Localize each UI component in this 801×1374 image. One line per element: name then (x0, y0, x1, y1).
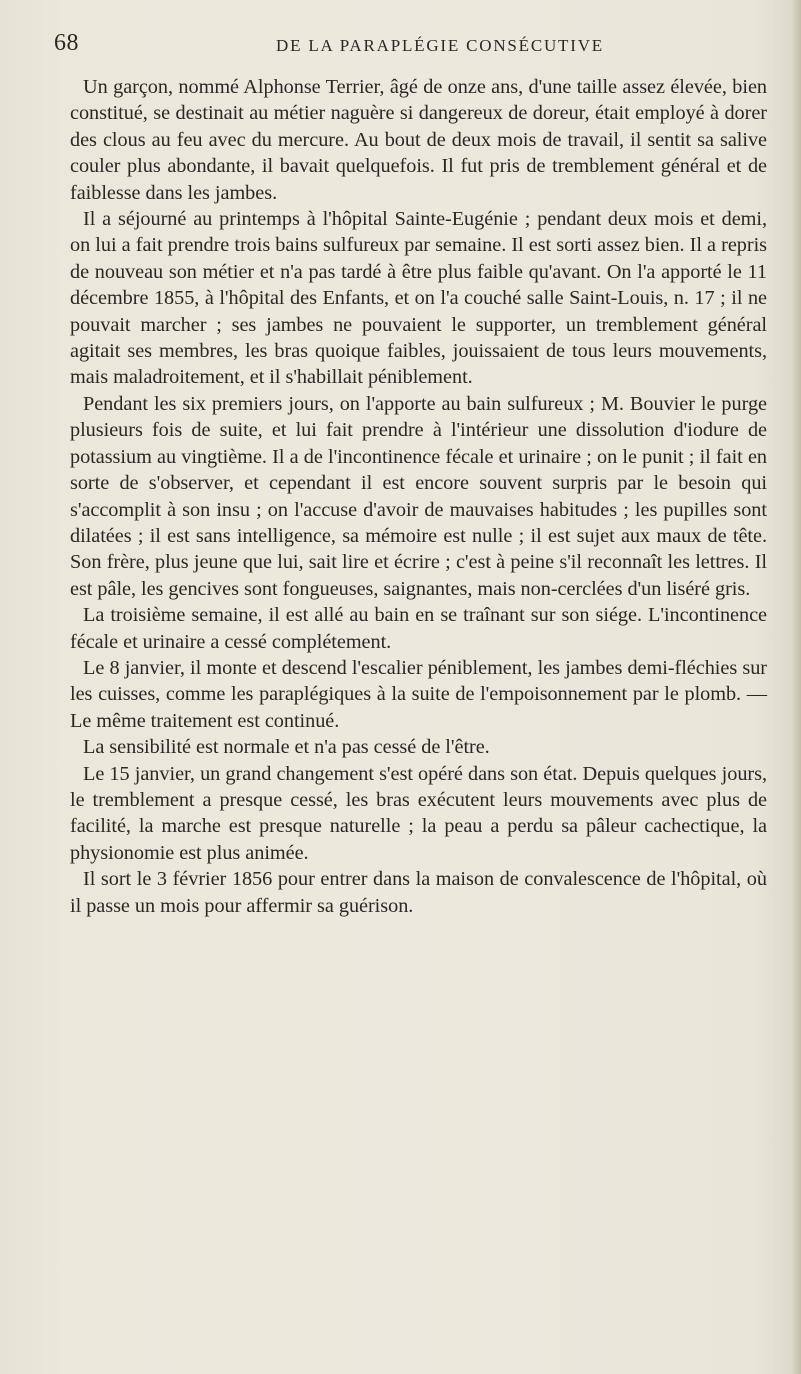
paragraph-third-week: La troisième semaine, il est allé au bain en se traînant sur son siége. L'incontinence fécale et urinaire a cessé complétement. (70, 604, 767, 653)
paragraph-sensibility: La sensibilité est normale et n'a pas cessé de l'être. (83, 736, 490, 759)
paragraph-discharge: Il sort le 3 février 1856 pour entrer dans la maison de convalescence de l'hôpital, où il passe un mois pour affermir sa guérison. (70, 868, 767, 917)
page-header (54, 28, 766, 68)
paragraph-january-15: Le 15 janvier, un grand changement s'est opéré dans son état. Depuis quelques jours, le tremblement a presque cessé, les bras exécutent leurs mouvements avec plus de facilité, la marche est presque naturelle ; la peau a perdu sa pâleur cachectique, la physionomie est plus animée. (70, 762, 767, 864)
page-number: 68 (54, 30, 79, 56)
paragraph-treatment: Pendant les six premiers jours, on l'apporte au bain sulfureux ; M. Bouvier le purge plusieurs fois de suite, et lui fait prendre à l'intérieur une dissolution d'iodure de potassium au vingtième. Il a de l'incontinence fécale et urinaire ; on le punit ; il fait en sorte de s'observer, et cependant il est encore souvent surpris par le besoin qui s'accomplit à son insu ; on l'accuse d'avoir de mauvaises habitudes ; les pupilles sont dilatées ; il est sans intelligence, sa mémoire est nulle ; il est sujet aux maux de tête. Son frère, plus jeune que lui, sait lire et écrire ; c'est à peine s'il reconnaît les lettres. Il est pâle, les gencives sont fongueuses, saignantes, mais non-cerclées d'un liséré gris. (70, 392, 767, 600)
paragraph-intro: Un garçon, nommé Alphonse Terrier, âgé de onze ans, d'une taille assez élevée, bien constitué, se destinait au métier naguère si dangereux de doreur, était employé à dorer des clous au feu avec du mercure. Au bout de deux mois de travail, il sentit sa salive couler plus abondante, il bavait quelquefois. Il fut pris de tremblement général et de faiblesse dans les jambes. (70, 76, 767, 204)
paragraph-january-8: Le 8 janvier, il monte et descend l'escalier péniblement, les jambes demi-fléchies sur les cuisses, comme les paraplégiques à la suite de l'empoisonnement par le plomb. — Le même traitement est continué. (70, 656, 767, 732)
paragraph-hospital-stay: Il a séjourné au printemps à l'hôpital Sainte-Eugénie ; pendant deux mois et demi, on lui a fait prendre trois bains sulfureux par semaine. Il est sorti assez bien. Il a repris de nouveau son métier et n'a pas tardé à être plus faible qu'avant. On l'a apporté le 11 décembre 1855, à l'hôpital des Enfants, et on l'a couché salle Saint-Louis, n. 17 ; il ne pouvait marcher ; ses jambes ne pouvaient le supporter, un tremblement général agitait ses membres, les bras quoique faibles, jouissaient de tous leurs mouvements, mais maladroitement, et il s'habillait péniblement. (70, 208, 767, 389)
body-text (70, 74, 767, 919)
running-head: DE LA PARAPLÉGIE CONSÉCUTIVE (276, 36, 604, 55)
page-edge-shadow (791, 0, 801, 1374)
